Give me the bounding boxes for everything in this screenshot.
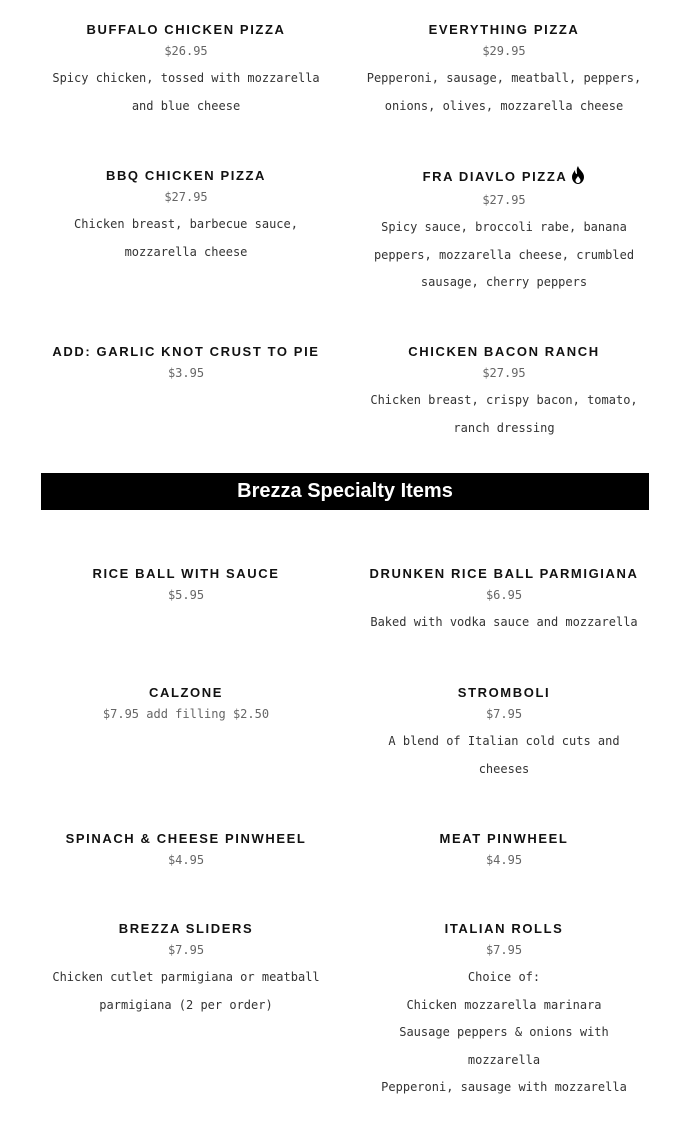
- item-price: $26.95: [164, 44, 208, 58]
- item-description: Pepperoni, sausage, meatball, peppers, onions, olives, mozzarella cheese: [366, 71, 642, 113]
- item-name: CHICKEN BACON RANCH: [408, 344, 600, 359]
- menu-item-bbq-chicken-pizza: [36, 167, 336, 266]
- item-price: $29.95: [482, 44, 526, 58]
- item-description: Chicken breast, crispy bacon, tomato, ranch dressing: [370, 393, 638, 435]
- section-heading-specialty-items: Brezza Specialty Items: [41, 473, 649, 510]
- item-description: Baked with vodka sauce and mozzarella: [370, 615, 638, 629]
- item-price: $7.95: [167, 943, 205, 957]
- item-description: A blend of Italian cold cuts and cheeses: [388, 734, 620, 776]
- menu-item-garlic-knot-crust: [36, 343, 336, 382]
- item-description: Spicy sauce, broccoli rabe, banana peppers, mozzarella cheese, crumbled sausage, cherry peppers: [373, 220, 635, 289]
- item-price: $6.95: [485, 588, 523, 602]
- item-price: $27.95: [482, 366, 526, 380]
- item-description: Choice of: Chicken mozzarella marinara Sausage peppers & onions with mozzarella Pepperoni, sausage with mozzarella: [381, 970, 627, 1094]
- item-price: $4.95: [167, 853, 205, 867]
- item-name: BUFFALO CHICKEN PIZZA: [86, 22, 286, 37]
- item-price: $5.95: [167, 588, 205, 602]
- item-name: MEAT PINWHEEL: [439, 831, 569, 846]
- menu-item-italian-rolls: [354, 920, 654, 1102]
- item-name: RICE BALL WITH SAUCE: [92, 566, 280, 581]
- item-name: ADD: GARLIC KNOT CRUST TO PIE: [52, 344, 320, 359]
- item-name: DRUNKEN RICE BALL PARMIGIANA: [369, 566, 639, 581]
- menu-item-meat-pinwheel: [354, 830, 654, 869]
- menu-item-buffalo-chicken-pizza: [36, 21, 336, 120]
- item-description: Chicken cutlet parmigiana or meatball parmigiana (2 per order): [52, 970, 320, 1012]
- menu-item-brezza-sliders: [36, 920, 336, 1019]
- item-name: CALZONE: [148, 685, 224, 700]
- item-price: $7.95: [485, 943, 523, 957]
- menu-item-everything-pizza: [354, 21, 654, 120]
- menu-item-stromboli: [354, 684, 654, 783]
- item-name: STROMBOLI: [457, 685, 551, 700]
- item-name: BBQ CHICKEN PIZZA: [105, 168, 267, 183]
- item-price: $4.95: [485, 853, 523, 867]
- menu-item-spinach-cheese-pinwheel: [36, 830, 336, 869]
- menu-item-rice-ball-with-sauce: [36, 565, 336, 604]
- item-price: $27.95: [164, 190, 208, 204]
- item-price: $27.95: [482, 193, 526, 207]
- item-name: SPINACH & CHEESE PINWHEEL: [65, 831, 307, 846]
- item-price: $7.95: [485, 707, 523, 721]
- menu-item-calzone: [36, 684, 336, 723]
- item-name: BREZZA SLIDERS: [118, 921, 254, 936]
- menu-item-drunken-rice-ball: [354, 565, 654, 637]
- menu-item-fra-diavlo-pizza: [354, 166, 654, 297]
- item-description: Spicy chicken, tossed with mozzarella and blue cheese: [52, 71, 320, 113]
- item-description: Chicken breast, barbecue sauce, mozzarella cheese: [74, 217, 298, 259]
- item-price: $3.95: [167, 366, 205, 380]
- item-price: $7.95 add filling $2.50: [102, 707, 270, 721]
- item-name: ITALIAN ROLLS: [444, 921, 564, 936]
- item-name: FRA DIAVLO PIZZA: [422, 169, 568, 184]
- flame-icon: [571, 166, 585, 184]
- item-name: EVERYTHING PIZZA: [428, 22, 580, 37]
- menu-item-chicken-bacon-ranch: [354, 343, 654, 442]
- item-name-row: [354, 166, 654, 188]
